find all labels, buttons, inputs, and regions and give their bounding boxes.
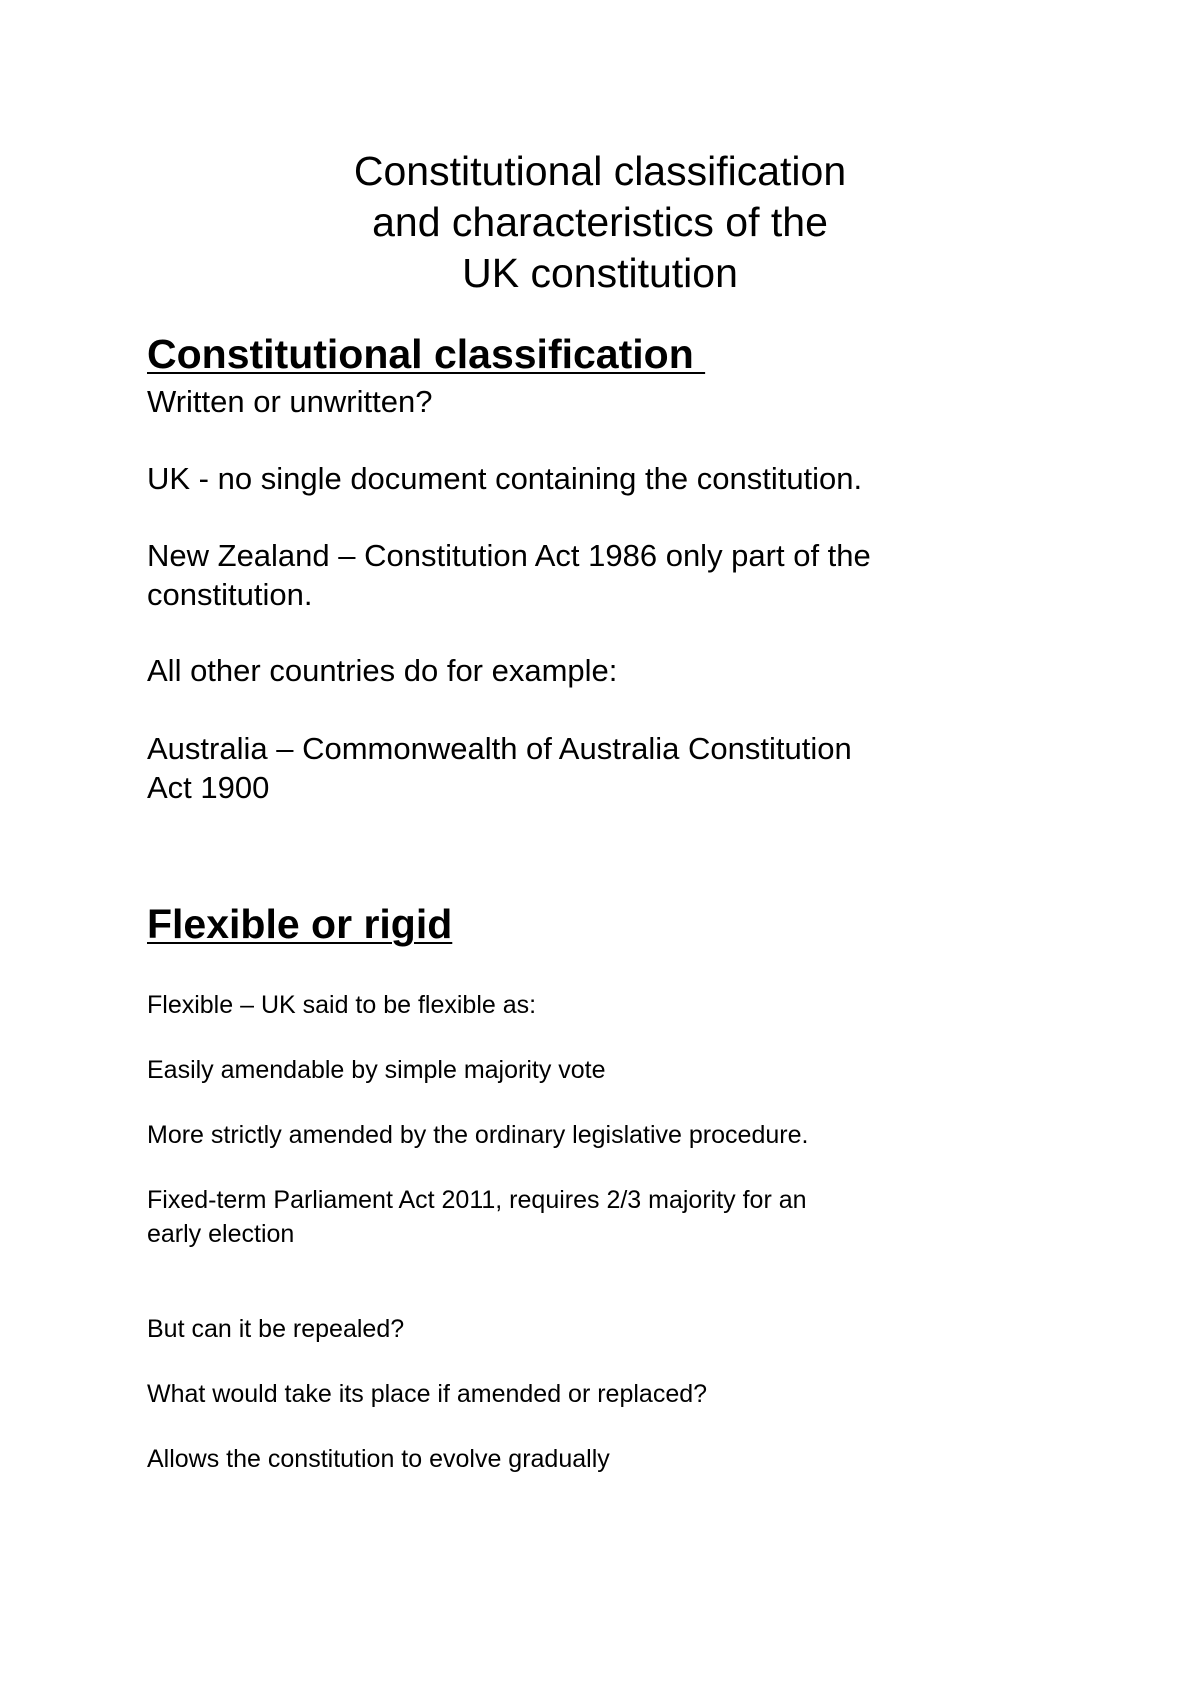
paragraph-take-its-place: What would take its place if amended or replaced? <box>147 1380 708 1408</box>
paragraph-new-zealand-line-2: constitution. <box>147 577 313 612</box>
document-title <box>0 146 1200 299</box>
paragraph-easily-amendable: Easily amendable by simple majority vote <box>147 1056 606 1084</box>
paragraph-uk: UK - no single document containing the constitution. <box>147 461 863 496</box>
paragraph-australia-line-1: Australia – Commonwealth of Australia Constitution <box>147 731 852 766</box>
paragraph-australia-line-2: Act 1900 <box>147 770 270 805</box>
title-line-3: UK constitution <box>462 250 738 296</box>
paragraph-fixed-term-line-2: early election <box>147 1220 295 1248</box>
paragraph-other-countries: All other countries do for example: <box>147 653 618 688</box>
section-heading-classification: Constitutional classification <box>147 331 706 377</box>
paragraph-flexible-uk: Flexible – UK said to be flexible as: <box>147 991 537 1019</box>
title-line-2: and characteristics of the <box>372 199 828 245</box>
paragraph-evolve-gradually: Allows the constitution to evolve gradually <box>147 1445 610 1473</box>
paragraph-repealed: But can it be repealed? <box>147 1315 405 1343</box>
title-line-1: Constitutional classification <box>353 148 847 194</box>
question-written-unwritten: Written or unwritten? <box>147 384 433 419</box>
paragraph-new-zealand-line-1: New Zealand – Constitution Act 1986 only part of the <box>147 538 871 573</box>
paragraph-fixed-term-line-1: Fixed-term Parliament Act 2011, requires 2/3 majority for an <box>147 1186 807 1214</box>
section-heading-flexible-rigid: Flexible or rigid <box>147 901 453 947</box>
paragraph-strictly-amended: More strictly amended by the ordinary legislative procedure. <box>147 1121 809 1149</box>
